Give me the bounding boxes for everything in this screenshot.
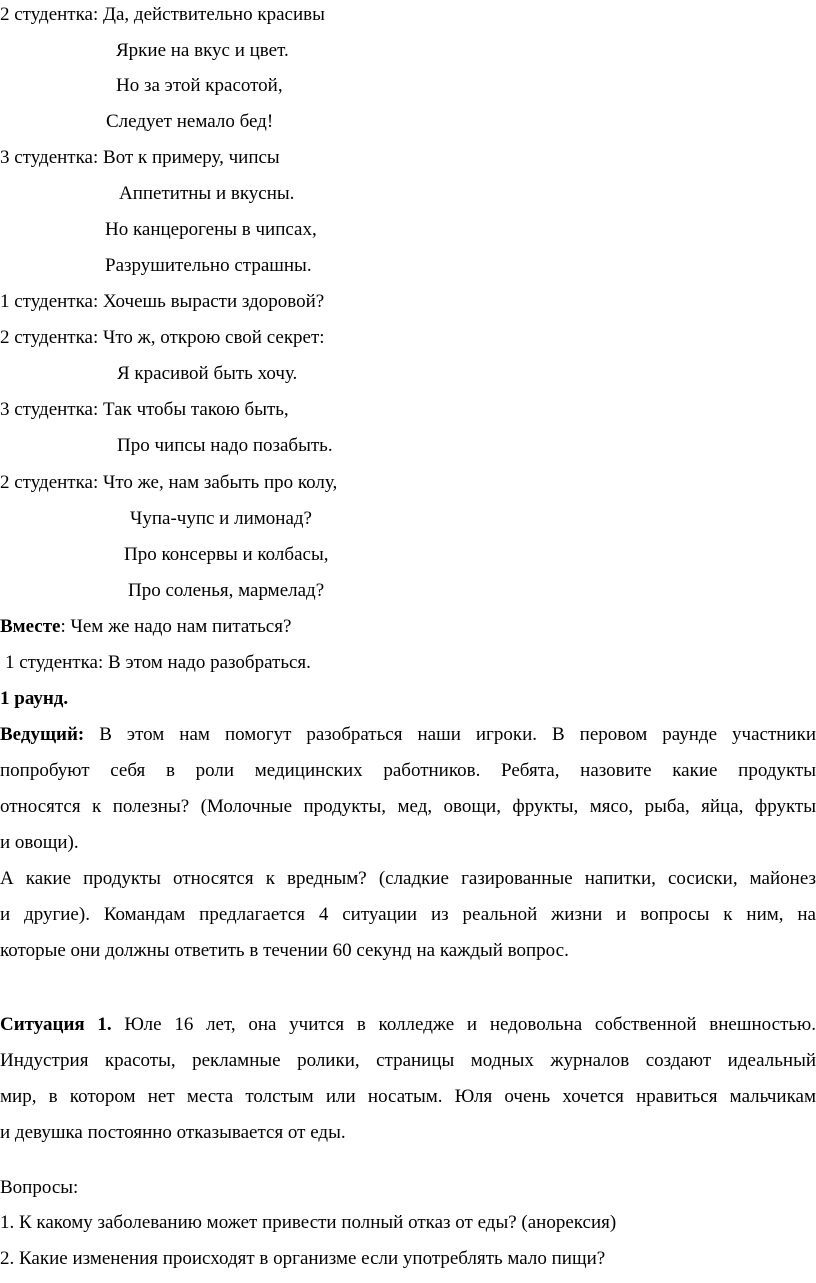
- dialogue-line: 2 студентка: Что же, нам забыть про колу,: [0, 472, 338, 493]
- questions-heading: Вопросы:: [0, 1177, 79, 1198]
- situation-line: и девушка постоянно отказывается от еды.: [0, 1122, 346, 1143]
- round-heading: 1 раунд.: [0, 688, 69, 709]
- dialogue-line: Но канцерогены в чипсах,: [105, 219, 317, 240]
- dialogue-line: 1 студентка: В этом надо разобраться.: [5, 652, 311, 673]
- dialogue-line: Про консервы и колбасы,: [124, 544, 329, 565]
- dialogue-line: Про чипсы надо позабыть.: [117, 435, 333, 456]
- host-line: относятся к полезны? (Молочные продукты, мед, овощи, фрукты, мясо, рыба, яйца, фрукты: [0, 796, 816, 817]
- situation-line: Ситуация 1. Юле 16 лет, она учится в колледже и недовольна собственной внешностью.: [0, 1014, 816, 1035]
- host-label: Ведущий:: [0, 724, 85, 745]
- dialogue-line: Про соленья, мармелад?: [128, 580, 325, 601]
- situation-label: Ситуация 1.: [0, 1014, 112, 1035]
- dialogue-line: 2 студентка: Да, действительно красивы: [0, 4, 325, 25]
- together-label: Вместе: [0, 616, 61, 637]
- dialogue-line: Следует немало бед!: [106, 111, 274, 132]
- harmful-line: которые они должны ответить в течении 60 секунд на каждый вопрос.: [0, 940, 569, 961]
- dialogue-line: 2 студентка: Что ж, открою свой секрет:: [0, 327, 325, 348]
- dialogue-line: 3 студентка: Вот к примеру, чипсы: [0, 147, 280, 168]
- dialogue-line: 1 студентка: Хочешь вырасти здоровой?: [0, 291, 325, 312]
- harmful-line: А какие продукты относятся к вредным? (сладкие газированные напитки, сосиски, майонез: [0, 868, 816, 889]
- question-item: 1. К какому заболеванию может привести полный отказ от еды? (анорексия): [0, 1212, 617, 1233]
- dialogue-line: Но за этой красотой,: [116, 75, 283, 96]
- dialogue-line: Чупа-чупс и лимонад?: [130, 508, 312, 529]
- host-line: попробуют себя в роли медицинских работников. Ребята, назовите какие продукты: [0, 760, 816, 781]
- dialogue-line: Аппетитны и вкусны.: [119, 183, 295, 204]
- dialogue-line: Яркие на вкус и цвет.: [116, 40, 289, 61]
- together-line: Вместе: Чем же надо нам питаться?: [0, 616, 292, 637]
- question-item: 2. Какие изменения происходят в организме если употреблять мало пищи?: [0, 1248, 606, 1269]
- situation-line: Индустрия красоты, рекламные ролики, страницы модных журналов создают идеальный: [0, 1050, 816, 1071]
- host-line: Ведущий: В этом нам помогут разобраться наши игроки. В перовом раунде участники: [0, 724, 816, 745]
- dialogue-line: Разрушительно страшны.: [105, 255, 312, 276]
- dialogue-line: Я красивой быть хочу.: [117, 363, 298, 384]
- dialogue-line: 3 студентка: Так чтобы такою быть,: [0, 399, 289, 420]
- harmful-line: и другие). Командам предлагается 4 ситуации из реальной жизни и вопросы к ним, на: [0, 904, 816, 925]
- host-line: и овощи).: [0, 832, 79, 853]
- situation-line: мир, в котором нет места толстым или носатым. Юля очень хочется нравиться мальчикам: [0, 1086, 816, 1107]
